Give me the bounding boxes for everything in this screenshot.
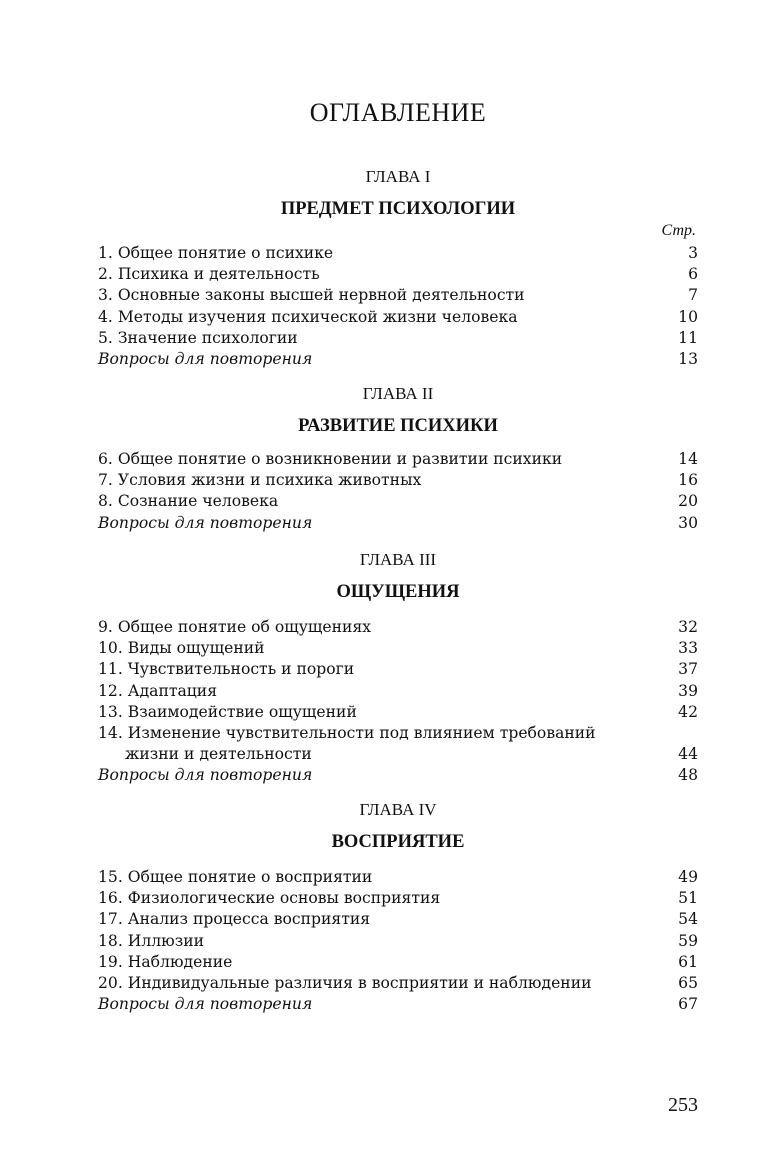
- entry-page: 44: [678, 745, 698, 764]
- toc-entry[interactable]: [98, 264, 698, 285]
- entry-page: 42: [678, 702, 698, 721]
- entry-title: 17. Анализ процесса восприятия: [98, 910, 371, 929]
- entry-page: 30: [678, 513, 698, 532]
- entry-page: 33: [678, 639, 698, 658]
- toc-entry-review-questions[interactable]: [98, 994, 698, 1015]
- chapter-label: ГЛАВА III: [359, 550, 437, 569]
- chapter-title: ВОСПРИЯТИЕ: [331, 832, 465, 852]
- entry-page: 7: [688, 286, 698, 305]
- chapter-label: ГЛАВА IV: [359, 800, 437, 819]
- chapter-4: [98, 799, 698, 1015]
- toc-entry[interactable]: [98, 449, 698, 470]
- toc-entry[interactable]: [98, 659, 698, 680]
- entry-title: 3. Основные законы высшей нервной деятельности: [98, 286, 525, 305]
- entry-page: 16: [678, 471, 698, 490]
- toc-entry[interactable]: [98, 470, 698, 491]
- entry-title: 18. Иллюзии: [98, 931, 205, 950]
- entry-title: 13. Взаимодействие ощущений: [98, 702, 357, 721]
- entry-title: 15. Общее понятие о восприятии: [98, 868, 373, 886]
- chapter-entries: [98, 243, 698, 370]
- entry-title: 2. Психика и деятельность: [98, 265, 320, 284]
- entry-title: 11. Чувствительность и пороги: [98, 660, 355, 679]
- entry-page: 59: [678, 931, 698, 950]
- chapter-entries: [98, 449, 698, 534]
- chapter-entries: [98, 617, 698, 787]
- entry-title: 10. Виды ощущений: [98, 639, 265, 658]
- entry-page: 10: [678, 307, 698, 326]
- entry-title: 9. Общее понятие об ощущениях: [98, 618, 372, 636]
- entry-title: жизни и деятельности: [125, 745, 312, 764]
- entry-title: 1. Общее понятие о психике: [98, 244, 334, 262]
- entry-title: 6. Общее понятие о возникновении и развитии психики: [98, 450, 563, 468]
- entry-page: 48: [678, 766, 698, 785]
- page-column-label: Стр.: [661, 222, 696, 239]
- entry-title: Вопросы для повторения: [98, 766, 313, 785]
- chapter-title: ОЩУЩЕНИЯ: [336, 582, 460, 602]
- entry-title: 7. Условия жизни и психика животных: [98, 471, 422, 490]
- entry-page: 3: [688, 244, 698, 262]
- entry-page: 32: [678, 618, 698, 636]
- toc-entry[interactable]: [98, 328, 698, 349]
- entry-page: 65: [678, 973, 698, 992]
- toc-entry-review-questions[interactable]: [98, 765, 698, 786]
- toc-entry[interactable]: [98, 931, 698, 952]
- toc-entry[interactable]: [98, 702, 698, 723]
- entry-page: 11: [678, 328, 698, 347]
- entry-title: 5. Значение психологии: [98, 328, 298, 347]
- page-number: 253: [668, 1094, 698, 1116]
- chapter-1: [98, 166, 698, 370]
- entry-title: 20. Индивидуальные различия в восприятии и наблюдении: [98, 973, 592, 992]
- entry-page: 20: [678, 492, 698, 511]
- entry-title: Вопросы для повторения: [98, 995, 313, 1014]
- entry-title: 8. Сознание человека: [98, 492, 279, 511]
- page-title: ОГЛАВЛЕНИЕ: [309, 98, 487, 127]
- toc-entry[interactable]: [98, 973, 698, 994]
- entry-page: 61: [678, 952, 698, 971]
- entry-title: Вопросы для повторения: [98, 349, 313, 368]
- entry-title: Вопросы для повторения: [98, 513, 313, 532]
- toc-entry[interactable]: [98, 888, 698, 909]
- toc-entry-review-questions[interactable]: [98, 349, 698, 370]
- toc-entry-continuation: [98, 744, 698, 765]
- toc-entry[interactable]: [98, 307, 698, 328]
- entry-page: 6: [688, 265, 698, 284]
- entry-page: 14: [678, 450, 698, 468]
- chapter-label: ГЛАВА II: [362, 384, 434, 403]
- toc-entry[interactable]: [98, 285, 698, 306]
- entry-page: 67: [678, 995, 698, 1014]
- entry-title-line1: 14. Изменение чувствительности под влиянием требований: [98, 723, 596, 742]
- toc-entry[interactable]: [98, 867, 698, 888]
- toc-entry[interactable]: [98, 638, 698, 659]
- toc-entry[interactable]: [98, 617, 698, 638]
- entry-title: 12. Адаптация: [98, 681, 218, 700]
- toc-entry[interactable]: [98, 243, 698, 264]
- toc-entry[interactable]: [98, 909, 698, 930]
- entry-page: 39: [678, 681, 698, 700]
- chapter-entries: [98, 867, 698, 1015]
- entry-page: 54: [678, 910, 698, 929]
- toc-entry[interactable]: [98, 681, 698, 702]
- toc-entry[interactable]: [98, 952, 698, 973]
- entry-page: 13: [678, 349, 698, 368]
- chapter-title: ПРЕДМЕТ ПСИХОЛОГИИ: [280, 199, 516, 219]
- chapter-3: [98, 549, 698, 787]
- chapter-label: ГЛАВА I: [365, 167, 431, 186]
- entry-page: 51: [678, 889, 698, 908]
- entry-title: 19. Наблюдение: [98, 952, 233, 971]
- entry-title: 16. Физиологические основы восприятия: [98, 889, 441, 908]
- chapter-title: РАЗВИТИЕ ПСИХИКИ: [298, 416, 498, 436]
- entry-page: 37: [678, 660, 698, 679]
- entry-page: 49: [678, 868, 698, 886]
- toc-entry-multiline[interactable]: [98, 723, 698, 765]
- entry-title: 4. Методы изучения психической жизни человека: [98, 307, 518, 326]
- toc-entry[interactable]: [98, 491, 698, 512]
- chapter-2: [98, 383, 698, 534]
- toc-entry-review-questions[interactable]: [98, 513, 698, 534]
